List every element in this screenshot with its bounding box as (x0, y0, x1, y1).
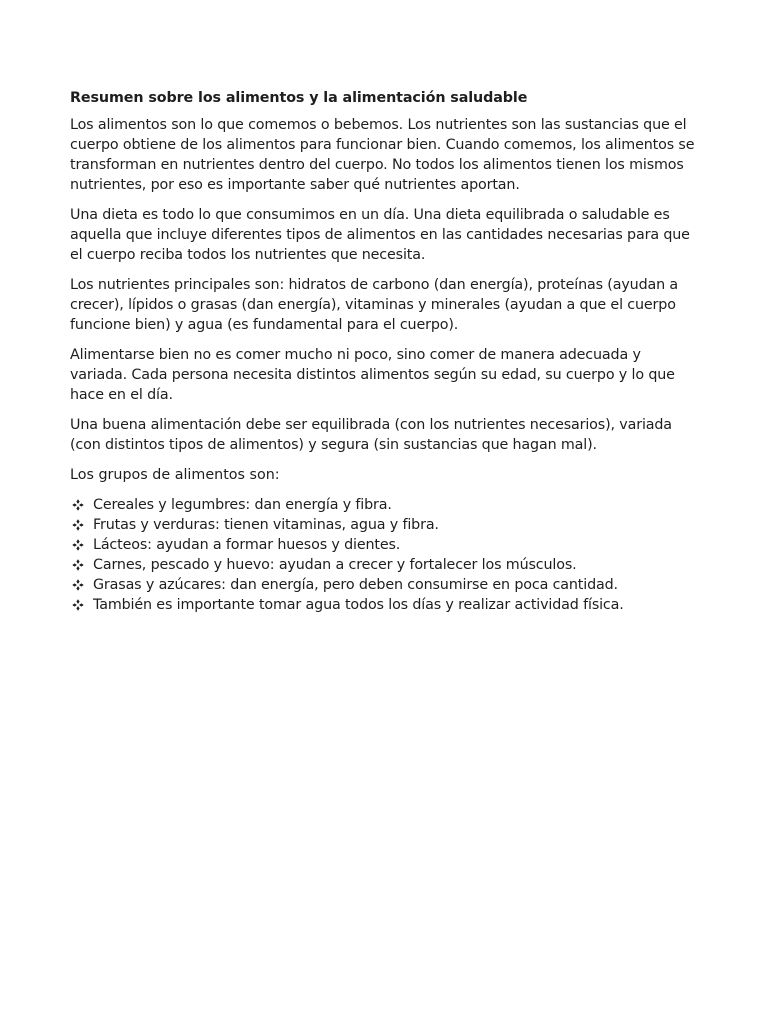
list-item (70, 495, 702, 515)
list-item-text: Frutas y verduras: tienen vitaminas, agua y fibra. (93, 517, 439, 533)
four-diamond-bullet-icon (72, 535, 85, 555)
paragraph-alimentarse-bien: Alimentarse bien no es comer mucho ni poco, sino comer de manera adecuada y variada. Cada persona necesita distintos alimentos según su edad, su cuerpo y lo que hace en el día. (70, 347, 675, 403)
document-page (70, 88, 702, 615)
paragraph-dieta: Una dieta es todo lo que consumimos en un día. Una dieta equilibrada o saludable es aquella que incluye diferentes tipos de alimentos en las cantidades necesarias para que el cuerpo reciba todos los nutrientes que necesita. (70, 207, 690, 263)
list-item-text: Cereales y legumbres: dan energía y fibra. (93, 497, 392, 513)
list-item (70, 575, 702, 595)
four-diamond-bullet-icon (72, 515, 85, 535)
four-diamond-bullet-icon (72, 575, 85, 595)
groups-intro: Los grupos de alimentos son: (70, 467, 280, 483)
list-item (70, 515, 702, 535)
list-item-text: Grasas y azúcares: dan energía, pero deben consumirse en poca cantidad. (93, 577, 618, 593)
list-item-text: También es importante tomar agua todos los días y realizar actividad física. (93, 597, 624, 613)
paragraph-nutrientes: Los nutrientes principales son: hidratos de carbono (dan energía), proteínas (ayudan a crecer), lípidos o grasas (dan energía), vitaminas y minerales (ayudan a que el cuerpo funcione bien) y agua (es fundamental para el cuerpo). (70, 277, 679, 333)
four-diamond-bullet-icon (72, 495, 85, 515)
paragraph-buena-alimentacion: Una buena alimentación debe ser equilibrada (con los nutrientes necesarios), variada (con distintos tipos de alimentos) y segura (sin sustancias que hagan mal). (70, 417, 672, 453)
food-groups-list (70, 495, 702, 615)
list-item (70, 555, 702, 575)
paragraph-alimentos: Los alimentos son lo que comemos o bebemos. Los nutrientes son las sustancias que el cuerpo obtiene de los alimentos para funcionar bien. Cuando comemos, los alimentos se transforman en nutrientes dentro del cuerpo. No todos los alimentos tienen los mismos nutrientes, por eso es importante saber qué nutrientes aportan. (70, 117, 695, 193)
list-item-text: Carnes, pescado y huevo: ayudan a crecer y fortalecer los músculos. (93, 557, 577, 573)
list-item-text: Lácteos: ayudan a formar huesos y dientes. (93, 537, 401, 553)
four-diamond-bullet-icon (72, 555, 85, 575)
four-diamond-bullet-icon (72, 595, 85, 615)
list-item (70, 535, 702, 555)
list-item (70, 595, 702, 615)
document-title: Resumen sobre los alimentos y la alimentación saludable (70, 90, 528, 106)
